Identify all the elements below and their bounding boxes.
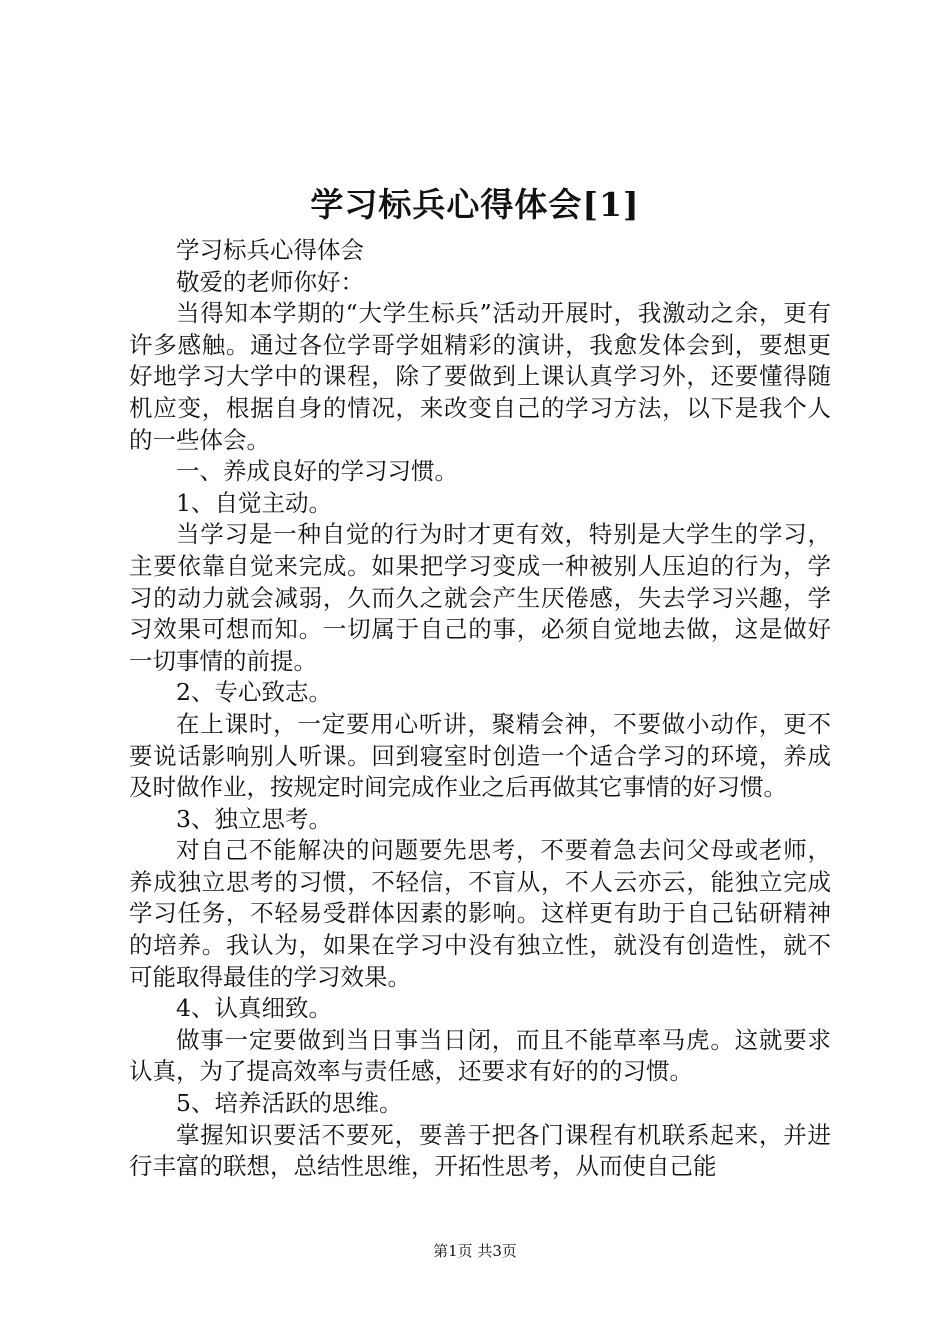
paragraph-intro: 当得知本学期的“大学生标兵”活动开展时，我激动之余，更有许多感触。通过各位学哥学姐精彩的演讲，我愈发体会到，要想更好地学习大学中的课程，除了要做到上课认真学习外，还要懂得随机应变，根据自身的情况，来改变自己的学习方法，以下是我个人的一些体会。: [129, 299, 831, 454]
subheading-1: 1、自觉主动。: [176, 488, 332, 517]
document-title: 学习标兵心得体会[1]: [310, 185, 640, 224]
paragraph-5: 掌握知识要活不要死，要善于把各门课程有机联系起来，并进行丰富的联想，总结性思维，开拓性思考，从而使自己能: [129, 1120, 831, 1181]
subheading-2: 2、专心致志。: [176, 678, 332, 707]
page-number-footer: 第1页 共3页: [433, 1242, 517, 1260]
paragraph-4: 做事一定要做到当日事当日闭，而且不能草率马虎。这就要求认真，为了提高效率与责任感，还要求有好的的习惯。: [129, 1025, 831, 1086]
section-heading-habits: 一、养成良好的学习习惯。: [176, 457, 458, 486]
paragraph-heading: 学习标兵心得体会: [176, 236, 364, 264]
paragraph-2: 在上课时，一定要用心听讲，聚精会神，不要做小动作，更不要说话影响别人听课。回到寝室时创造一个适合学习的环境，养成及时做作业，按规定时间完成作业之后再做其它事情的好习惯。: [129, 709, 831, 802]
subheading-3: 3、独立思考。: [176, 804, 332, 833]
document-body: [129, 235, 831, 1183]
paragraph-salutation: 敬爱的老师你好：: [176, 267, 364, 296]
paragraph-3: 对自己不能解决的问题要先思考，不要着急去问父母或老师，养成独立思考的习惯，不轻信，不盲从，不人云亦云，能独立完成学习任务，不轻易受群体因素的影响。这样更有助于自己钻研精神的培养。我认为，如果在学习中没有独立性，就没有创造性，就不可能取得最佳的学习效果。: [129, 836, 831, 991]
subheading-5: 5、培养活跃的思维。: [176, 1089, 403, 1118]
subheading-4: 4、认真细致。: [176, 994, 332, 1023]
paragraph-1: 当学习是一种自觉的行为时才更有效，特别是大学生的学习，主要依靠自觉来完成。如果把学习变成一种被别人压迫的行为，学习的动力就会减弱，久而久之就会产生厌倦感，失去学习兴趣，学习效果可想而知。一切属于自己的事，必须自觉地去做，这是做好一切事情的前提。: [129, 520, 831, 675]
